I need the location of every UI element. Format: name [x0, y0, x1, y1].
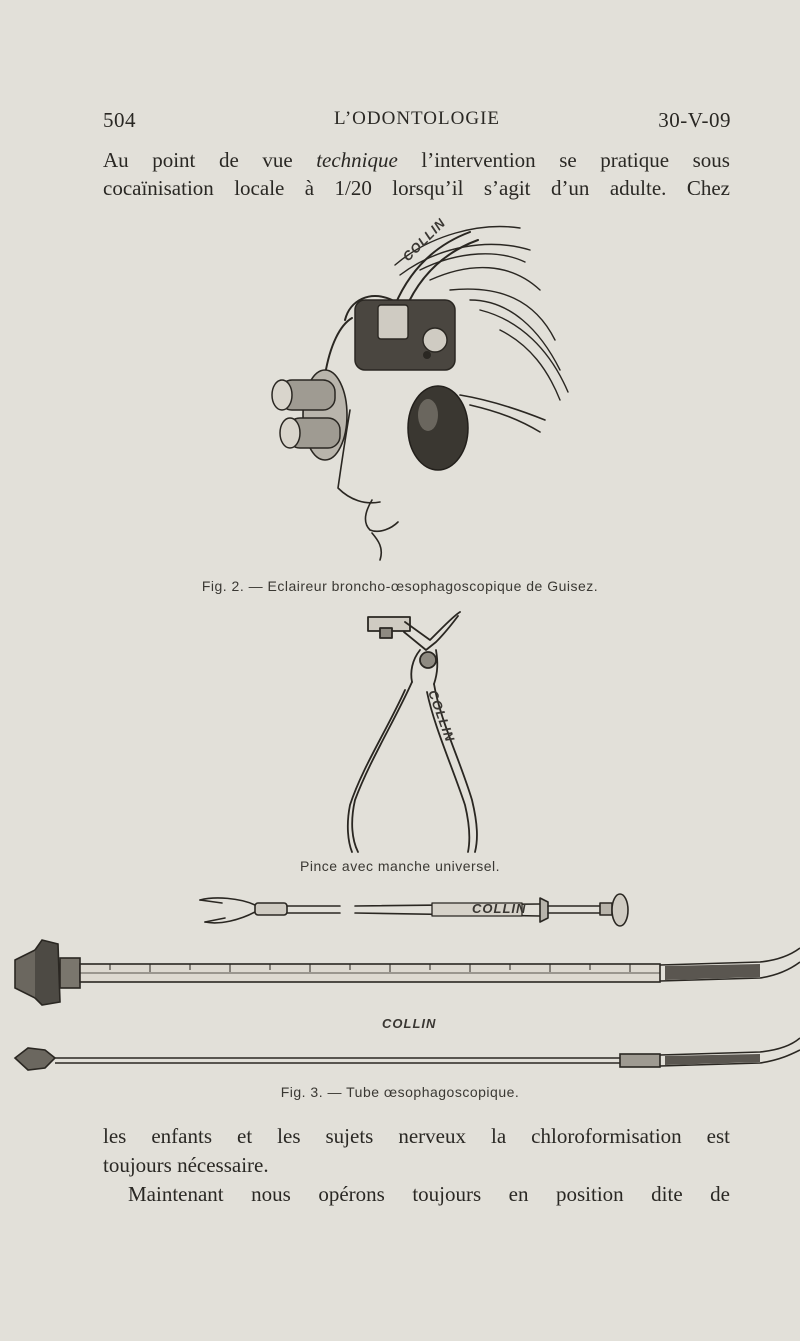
body-text-line: toujours nécessaire. [103, 1153, 269, 1177]
fig3-caption: Fig. 3. — Tube œsophagoscopique. [280, 1084, 520, 1100]
body-text-line: cocaïnisation locale à 1/20 lorsqu’il s’agit d’un adulte. Chez [103, 176, 730, 200]
tube-stamp: COLLIN [382, 1016, 437, 1031]
body-text-line: les enfants et les sujets nerveux la chloroformisation est [103, 1124, 730, 1148]
journal-title: L’ODONTOLOGIE [333, 108, 501, 129]
forceps-stamp: COLLIN [425, 687, 458, 745]
headband-stamp: COLLIN [399, 215, 449, 265]
page-number: 504 [103, 108, 136, 132]
pince-caption: Pince avec manche universel. [300, 858, 500, 874]
text-run: l’intervention se pratique sous [397, 148, 730, 172]
fig2-caption: Fig. 2. — Eclaireur broncho-œsophagoscopique de Guisez. [201, 578, 599, 594]
issue-date: 30-V-09 [658, 108, 731, 132]
handle-stamp: COLLIN [472, 901, 527, 916]
text-run: Au point de vue [103, 148, 317, 172]
body-text-line: Maintenant nous opérons toujours en position dite de [128, 1182, 730, 1206]
emphasis-text: technique [316, 148, 398, 172]
